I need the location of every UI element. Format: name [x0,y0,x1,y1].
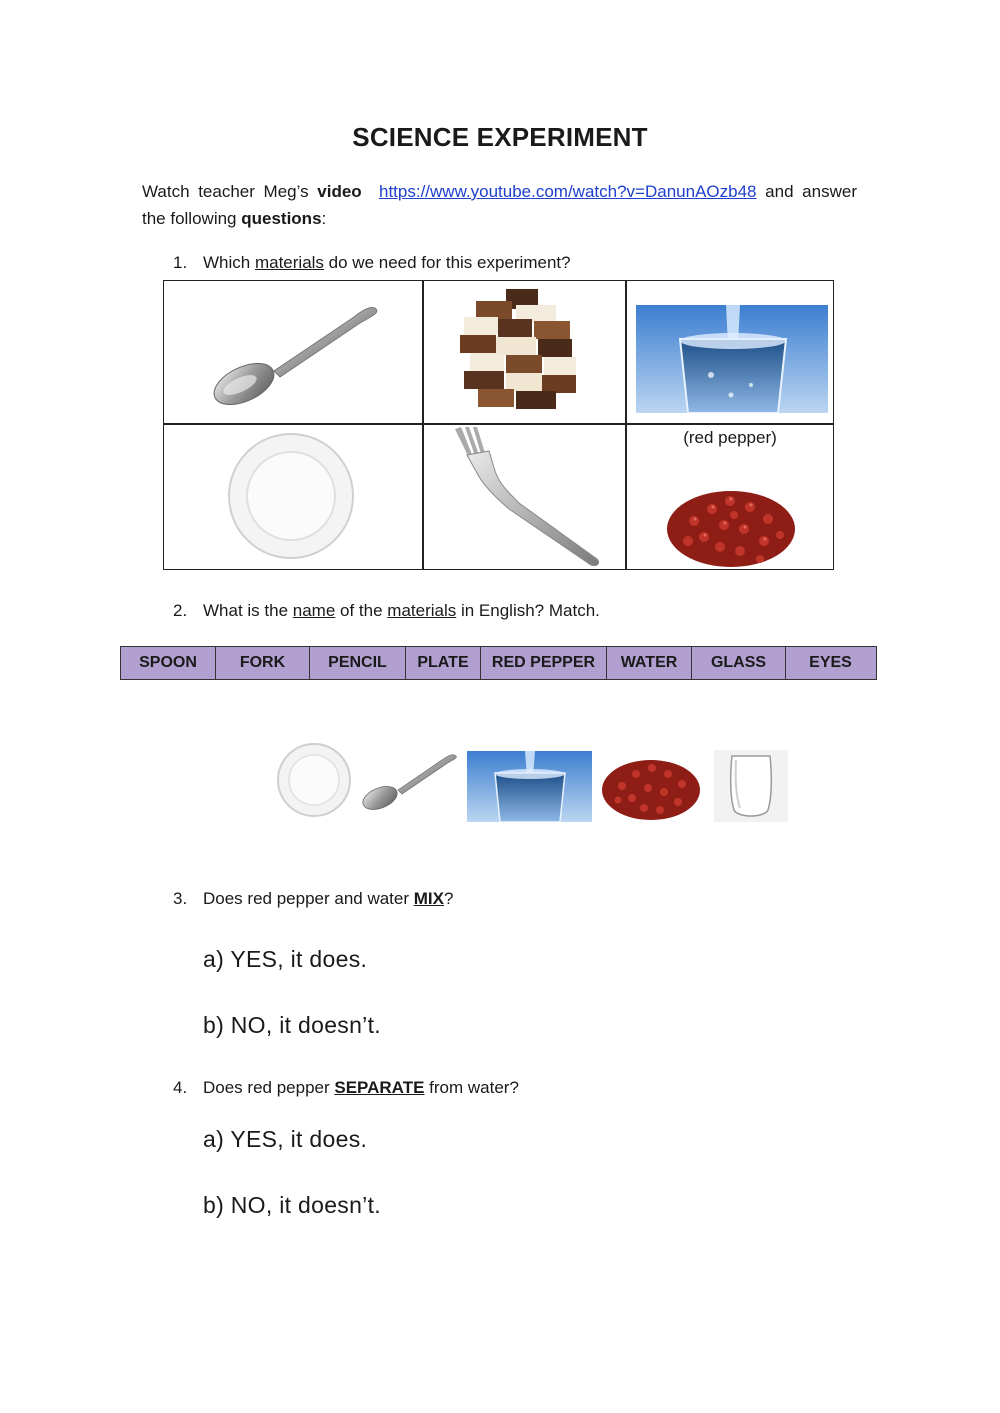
q1-keyword: materials [254,253,324,272]
q3-option-b[interactable]: b) NO, it doesn’t. [203,1012,381,1038]
q3-keyword: MIX [413,889,444,908]
q4-text: Does red pepper [203,1078,335,1097]
water-glass-image [636,305,828,418]
match-water-image[interactable] [467,751,592,827]
spoon-image [204,301,384,411]
word-eyes[interactable]: EYES [809,654,852,671]
question-3 [173,889,453,909]
q3-text: Does red pepper and water [203,889,414,908]
materials-grid [163,280,834,570]
question-number: 2. [173,601,188,620]
chocolate-image [434,283,594,426]
word-plate[interactable]: PLATE [406,647,481,679]
match-red-pepper-image[interactable] [600,752,702,827]
word-spoon[interactable]: SPOON [121,647,216,679]
question-2 [173,601,600,621]
question-number: 3. [173,889,188,908]
q2-text: What is the [203,601,293,620]
q4-text-2: from water? [424,1078,519,1097]
question-number: 4. [173,1078,188,1097]
q2-text-3: in English? Match. [456,601,600,620]
word-pencil[interactable]: PENCIL [310,647,406,679]
video-link[interactable]: https://www.youtube.com/watch?v=DanunAOzb48 [378,182,757,201]
match-plate-image[interactable] [276,742,352,823]
q4-option-b[interactable]: b) NO, it doesn’t. [203,1192,381,1218]
q4-keyword: SEPARATE [334,1078,425,1097]
intro-text-2: and answer the following [142,182,857,228]
plate-image [226,431,356,566]
intro-text: Watch teacher Meg’s [142,182,318,201]
question-4 [173,1078,519,1098]
q2-keyword-name: name [292,601,336,620]
video-word: video [317,182,362,201]
page-title: SCIENCE EXPERIMENT [352,122,648,152]
q2-keyword-materials: materials [387,601,457,620]
intro-paragraph [142,178,857,232]
q1-text-2: do we need for this experiment? [323,253,571,272]
question-number: 1. [173,253,188,272]
q2-text-2: of the [335,601,388,620]
word-water[interactable]: WATER [607,647,692,679]
word-glass[interactable]: GLASS [692,647,786,679]
q3-option-a[interactable]: a) YES, it does. [203,946,368,972]
word-fork[interactable]: FORK [216,647,310,679]
match-spoon-image[interactable] [360,752,460,817]
q4-option-a[interactable]: a) YES, it does. [203,1126,368,1152]
question-1 [173,253,571,273]
q3-text-2: ? [443,889,454,908]
q1-text: Which [203,253,255,272]
match-glass-image[interactable] [714,750,788,827]
red-pepper-image [664,481,799,576]
intro-colon: : [321,209,327,228]
fork-image [447,427,607,574]
word-bank [120,646,877,680]
word-red-pepper[interactable]: RED PEPPER [481,647,607,679]
questions-word: questions [241,209,322,228]
red-pepper-caption: (red pepper) [683,428,777,447]
